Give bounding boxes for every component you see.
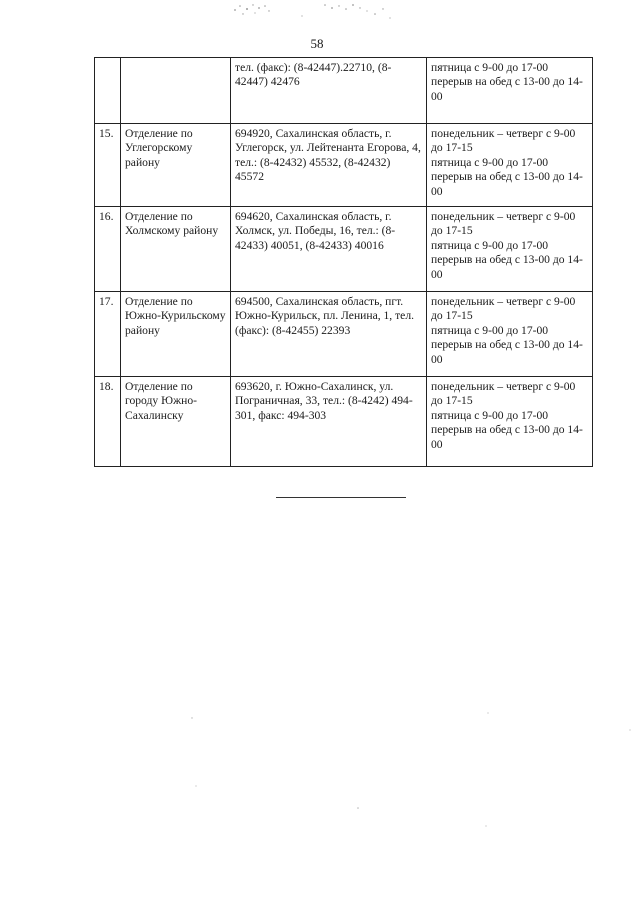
office-hours (427, 292, 593, 377)
hours-line: перерыв на обед с 13-00 до 14-00 (431, 338, 583, 366)
office-address: 694920, Сахалинская область, г. Углегорск, ул. Лейтенанта Егорова, 4, тел.: (8-42432) 45532, (8-42432) 45572 (231, 124, 427, 207)
row-number (95, 58, 121, 124)
table-row (95, 124, 593, 207)
hours-line: перерыв на обед с 13-00 до 14-00 (431, 423, 583, 451)
hours-line: перерыв на обед с 13-00 до 14-00 (431, 253, 583, 281)
scan-artifact-bottom (0, 600, 634, 900)
hours-line: пятница с 9-00 до 17-00 (431, 238, 549, 252)
office-name: Отделение по Южно-Курильскому району (121, 292, 231, 377)
table-row (95, 292, 593, 377)
row-number: 16. (95, 207, 121, 292)
office-hours (427, 207, 593, 292)
office-name: Отделение по городу Южно-Сахалинску (121, 377, 231, 467)
hours-line: пятница с 9-00 до 17-00 (431, 408, 549, 422)
table-row (95, 377, 593, 467)
table-row (95, 58, 593, 124)
hours-line: понедельник – четверг с 9-00 до 17-15 (431, 295, 576, 323)
office-hours (427, 58, 593, 124)
office-address: тел. (факс): (8-42447).22710, (8-42447) 42476 (231, 58, 427, 124)
office-address: 694620, Сахалинская область, г. Холмск, ул. Победы, 16, тел.: (8-42433) 40051, (8-42433) 40016 (231, 207, 427, 292)
hours-line: пятница с 9-00 до 17-00 (431, 61, 549, 74)
scan-artifact-top (225, 0, 405, 22)
page-number: 58 (310, 36, 324, 51)
office-name: Отделение по Холмскому району (121, 207, 231, 292)
hours-line: перерыв на обед с 13-00 до 14-00 (431, 75, 583, 103)
hours-line: пятница с 9-00 до 17-00 (431, 323, 549, 337)
table-row (95, 207, 593, 292)
hours-line: пятница с 9-00 до 17-00 (431, 155, 549, 169)
office-hours (427, 124, 593, 207)
end-of-document-rule (276, 497, 406, 498)
office-name (121, 58, 231, 124)
offices-table (94, 57, 593, 467)
row-number: 17. (95, 292, 121, 377)
office-name: Отделение по Углегорскому району (121, 124, 231, 207)
hours-line: понедельник – четверг с 9-00 до 17-15 (431, 127, 576, 155)
hours-line: понедельник – четверг с 9-00 до 17-15 (431, 210, 576, 238)
office-hours (427, 377, 593, 467)
hours-line: понедельник – четверг с 9-00 до 17-15 (431, 380, 576, 408)
row-number: 15. (95, 124, 121, 207)
row-number: 18. (95, 377, 121, 467)
offices-table-body (95, 58, 593, 467)
hours-line: перерыв на обед с 13-00 до 14-00 (431, 170, 583, 198)
office-address: 694500, Сахалинская область, пгт. Южно-Курильск, пл. Ленина, 1, тел. (факс): (8-42455) 22393 (231, 292, 427, 377)
office-address: 693620, г. Южно-Сахалинск, ул. Пограничная, 33, тел.: (8-4242) 494-301, факс: 494-303 (231, 377, 427, 467)
